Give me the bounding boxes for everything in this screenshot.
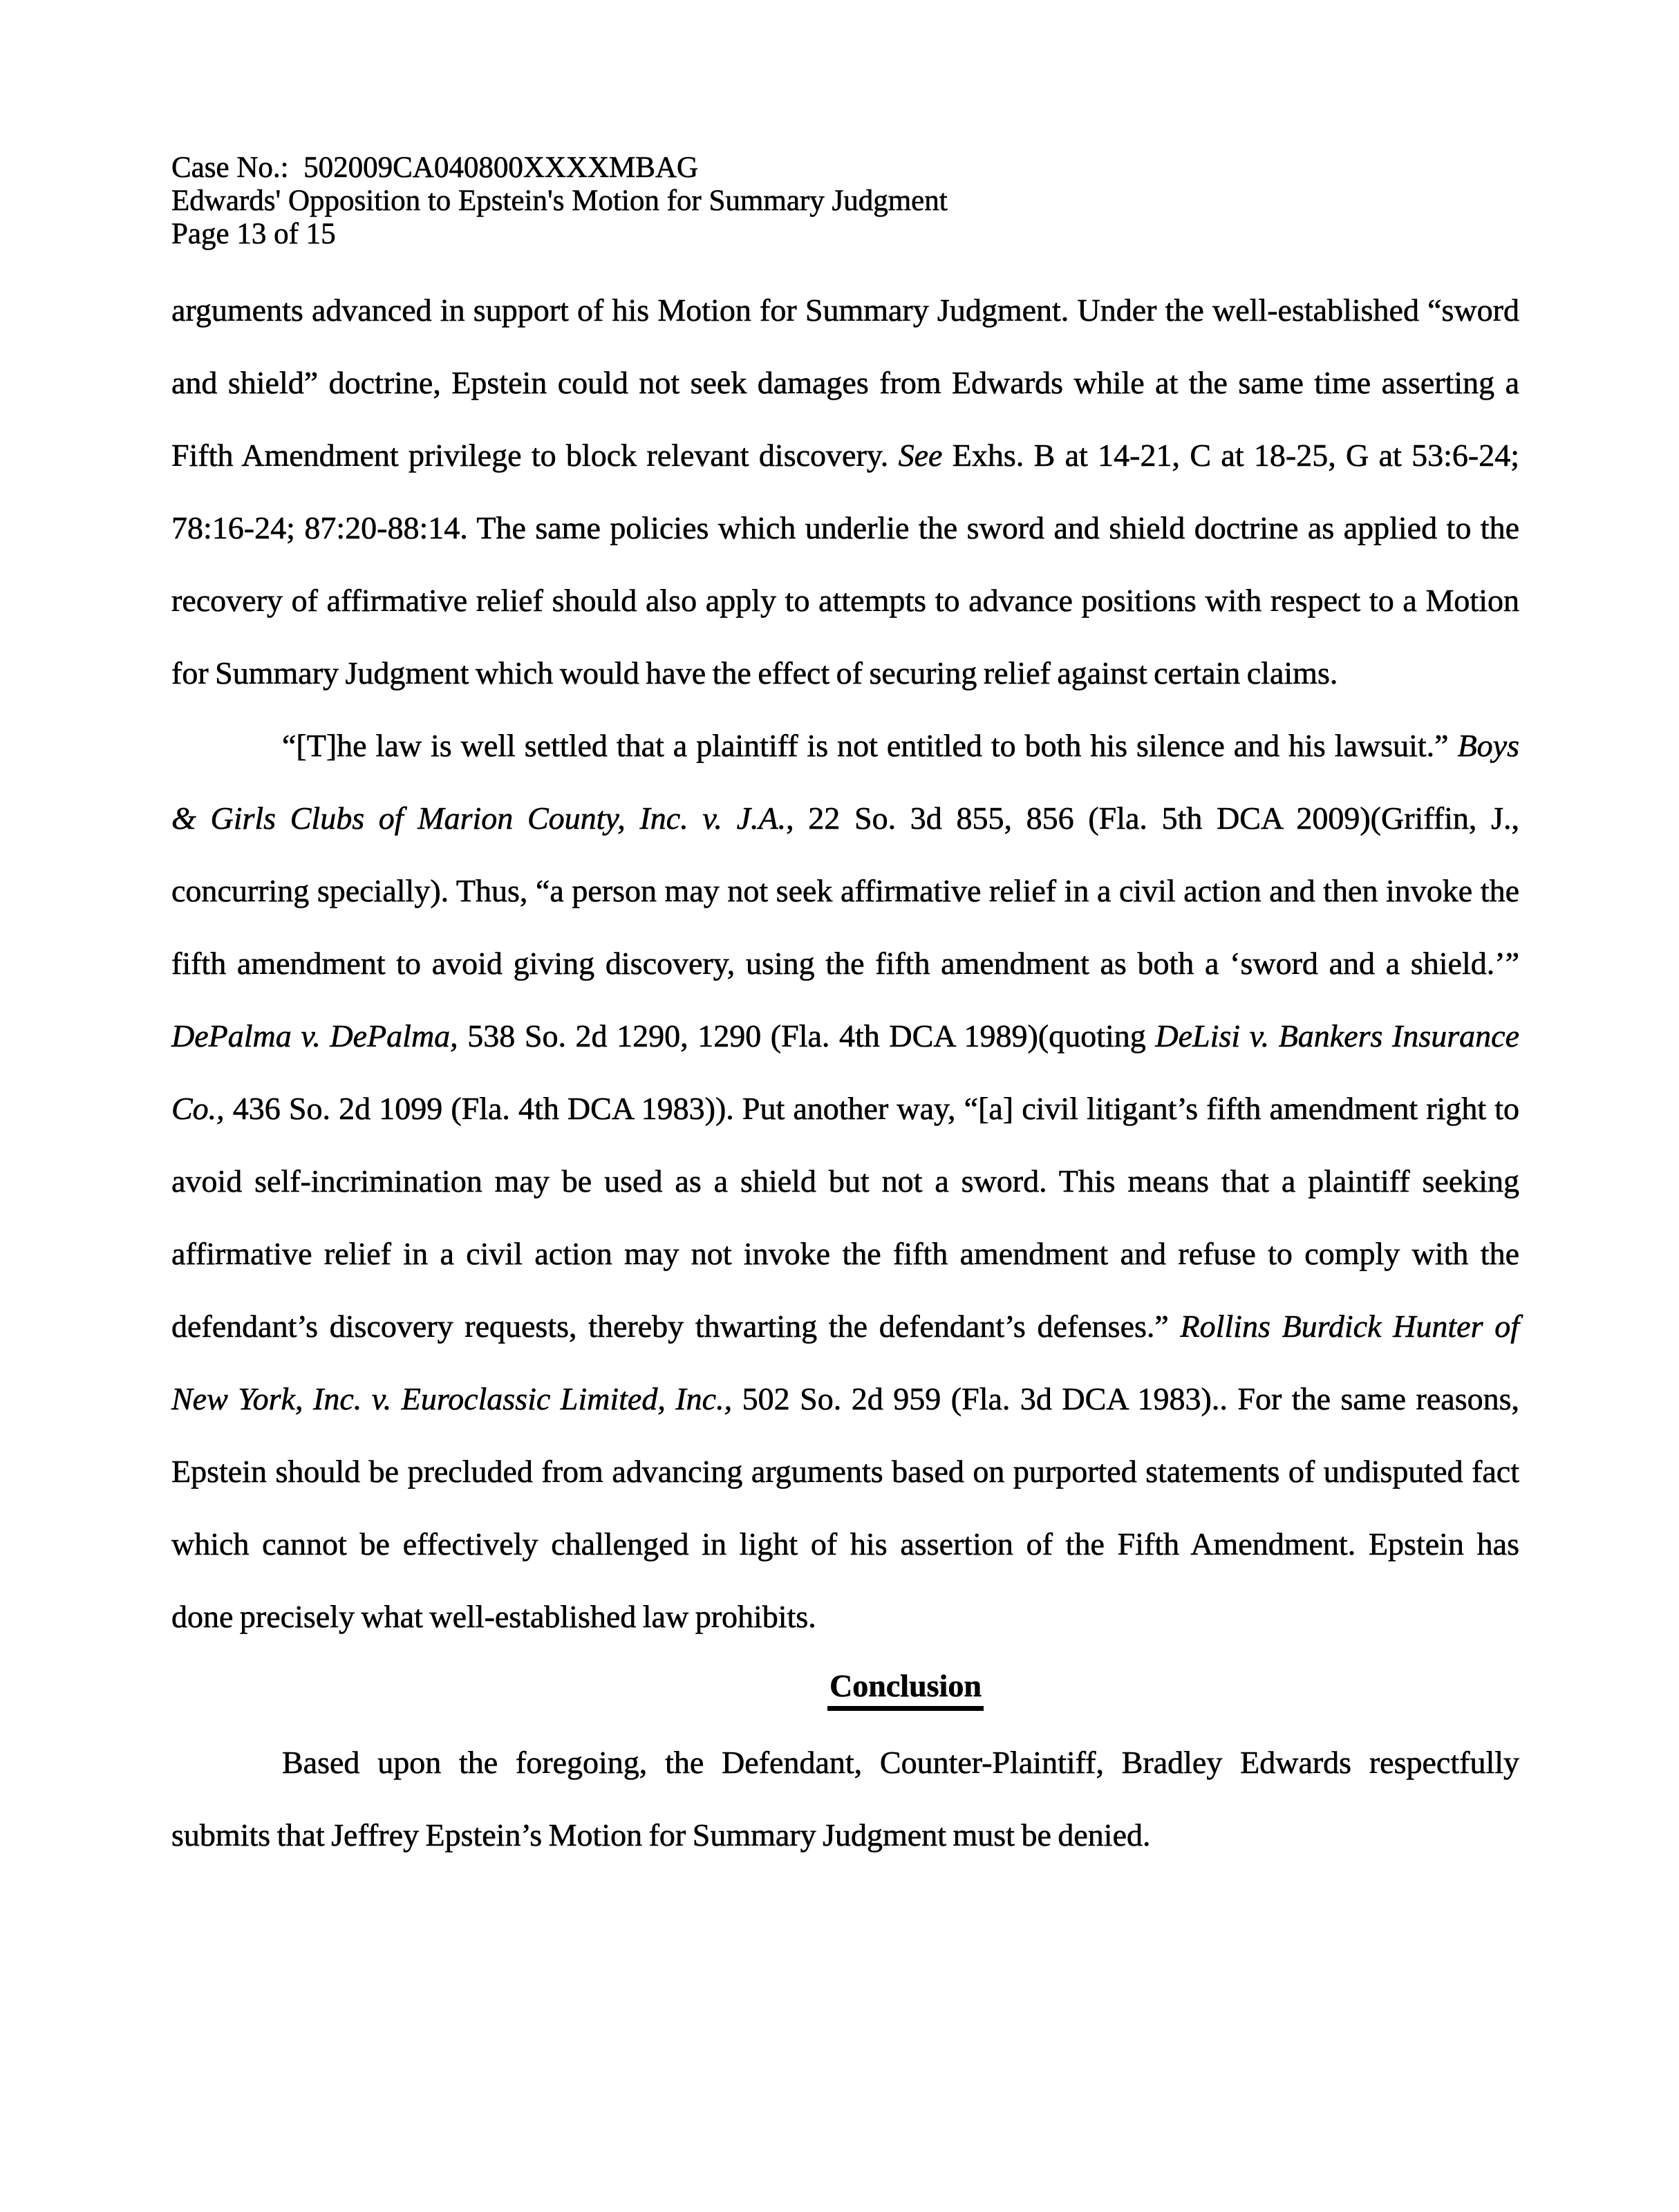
text-segment: Epstein should be precluded from advancing arguments based on purported statements of undisputed fact [171, 1454, 1519, 1489]
citation-italic-segment: See [898, 438, 943, 473]
text-line [171, 1508, 1519, 1580]
citation-italic-segment: New York, Inc. v. Euroclassic Limited, Inc., [171, 1381, 733, 1416]
text-segment: Exhs. B at 14-21, C at 18-25, G at 53:6-24; [942, 438, 1519, 473]
conclusion-heading-wrap [232, 1668, 1579, 1711]
text-line [171, 491, 1519, 564]
text-line [171, 637, 1519, 709]
text-line [171, 1435, 1519, 1508]
text-segment: 502 So. 2d 959 (Fla. 3d DCA 1983).. For the same reasons, [732, 1381, 1520, 1416]
text-line [171, 1217, 1519, 1290]
text-line [171, 1362, 1519, 1435]
header-title: Edwards' Opposition to Epstein's Motion for Summary Judgment [171, 185, 948, 217]
text-segment: 436 So. 2d 1099 (Fla. 4th DCA 1983)). Put another way, “[a] civil litigant’s fifth amendment right to [224, 1091, 1519, 1126]
conclusion-heading: Conclusion [827, 1668, 984, 1711]
citation-italic-segment: & Girls Clubs of Marion County, Inc. v. J.A. [171, 800, 787, 836]
text-segment: concurring specially). Thus, “a person may not seek affirmative relief in a civil action and then invoke the [171, 873, 1519, 908]
document-header [171, 151, 948, 251]
text-segment: done precisely what well-established law prohibits. [171, 1599, 816, 1634]
text-line [171, 709, 1519, 782]
text-line [171, 1726, 1519, 1799]
text-segment: fifth amendment to avoid giving discovery, using the fifth amendment as both a ‘sword and a shield.’” [171, 946, 1519, 981]
text-segment: 538 So. 2d 1290, 1290 (Fla. 4th DCA 1989)(quoting [458, 1018, 1156, 1053]
text-line [171, 854, 1519, 927]
text-segment: and shield” doctrine, Epstein could not seek damages from Edwards while at the same time asserting a [171, 365, 1519, 400]
text-line [171, 1000, 1519, 1072]
text-line [171, 1580, 1519, 1653]
text-line [171, 564, 1519, 637]
text-segment: for Summary Judgment which would have the effect of securing relief against certain claims. [171, 655, 1338, 691]
text-segment: submits that Jeffrey Epstein’s Motion for Summary Judgment must be denied. [171, 1817, 1151, 1853]
text-line [171, 419, 1519, 491]
text-segment: arguments advanced in support of his Motion for Summary Judgment. Under the well-established “sword [171, 292, 1519, 328]
text-segment: defendant’s discovery requests, thereby thwarting the defendant’s defenses.” [171, 1309, 1181, 1344]
text-segment: avoid self-incrimination may be used as a shield but not a sword. This means that a plaintiff seeking [171, 1163, 1519, 1199]
text-line [171, 782, 1519, 854]
text-segment: “[T]he law is well settled that a plaintiff is not entitled to both his silence and his lawsuit.” [282, 728, 1458, 763]
text-line [171, 1072, 1519, 1145]
citation-italic-segment: DePalma v. DePalma, [171, 1018, 458, 1053]
header-page-number: Page 13 of 15 [171, 218, 336, 250]
text-segment: Fifth Amendment privilege to block relevant discovery. [171, 438, 899, 473]
citation-italic-segment: DeLisi v. Bankers Insurance [1155, 1018, 1519, 1053]
text-segment: recovery of affirmative relief should also apply to attempts to advance positions with respect to a Motion [171, 583, 1519, 618]
text-segment: 78:16-24; 87:20-88:14. The same policies which underlie the sword and shield doctrine as applied to the [171, 510, 1519, 545]
citation-italic-segment: Rollins Burdick Hunter of [1180, 1309, 1519, 1344]
text-line [171, 346, 1519, 419]
text-line [171, 274, 1519, 346]
text-line [171, 927, 1519, 1000]
header-case-number: Case No.: 502009CA040800XXXXMBAG [171, 151, 699, 184]
text-segment: , 22 So. 3d 855, 856 (Fla. 5th DCA 2009)(Griffin, J., [786, 800, 1519, 836]
body-paragraphs [171, 274, 1519, 1653]
text-segment: affirmative relief in a civil action may not invoke the fifth amendment and refuse to comply with the [171, 1236, 1519, 1271]
text-segment: which cannot be effectively challenged in light of his assertion of the Fifth Amendment. Epstein has [171, 1526, 1519, 1562]
text-line [171, 1145, 1519, 1217]
text-line [171, 1290, 1519, 1362]
text-line [171, 1799, 1519, 1871]
conclusion-paragraph [171, 1726, 1519, 1871]
citation-italic-segment: Co., [171, 1091, 225, 1126]
citation-italic-segment: Boys [1457, 728, 1519, 763]
text-segment: Based upon the foregoing, the Defendant, Counter-Plaintiff, Bradley Edwards respectfully [282, 1745, 1519, 1780]
